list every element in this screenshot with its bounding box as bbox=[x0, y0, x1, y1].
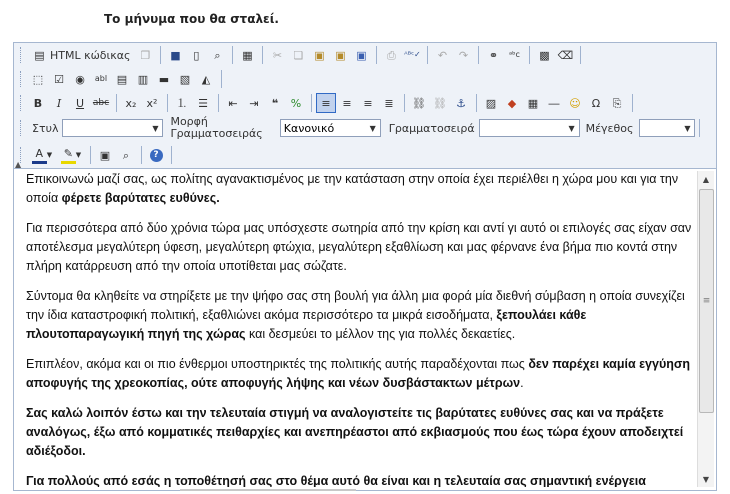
form-button[interactable] bbox=[28, 69, 48, 89]
preview-button[interactable] bbox=[207, 45, 227, 65]
checkbox-icon: ☑ bbox=[54, 72, 64, 86]
bulleted-list-button[interactable] bbox=[193, 93, 213, 113]
smiley-button[interactable] bbox=[565, 93, 585, 113]
scissors-icon: ✂ bbox=[272, 48, 283, 62]
page-break-icon: ⎘ bbox=[612, 96, 622, 110]
image-button-icon: ▧ bbox=[179, 72, 191, 86]
toolbar-separator bbox=[476, 46, 479, 64]
templates-button[interactable] bbox=[237, 45, 257, 65]
copy-icon: ❏ bbox=[293, 48, 304, 62]
html-source-button[interactable] bbox=[28, 45, 134, 65]
format-label-line-2: Γραμματοσειράς bbox=[170, 127, 263, 140]
strikethrough-icon: abc bbox=[92, 97, 110, 108]
binoculars-icon: ⚭ bbox=[488, 48, 499, 62]
quote-icon: ❝ bbox=[271, 96, 279, 110]
select-field-button[interactable] bbox=[133, 69, 153, 89]
radio-icon: ◉ bbox=[75, 72, 85, 86]
toolbar-separator bbox=[216, 94, 219, 112]
toolbar-separator bbox=[578, 46, 581, 64]
superscript-icon: x² bbox=[146, 96, 158, 110]
toolbar-row-3 bbox=[20, 92, 637, 114]
text-color-button[interactable] bbox=[28, 145, 56, 165]
toolbar-separator bbox=[309, 94, 312, 112]
paragraph-1 bbox=[26, 170, 699, 208]
collapse-toolbar-icon[interactable]: ▲ bbox=[15, 160, 22, 169]
paste-word-icon: ▣ bbox=[356, 48, 367, 62]
print-button[interactable] bbox=[381, 45, 401, 65]
maximize-icon: ▣ bbox=[99, 148, 111, 162]
toolbar-separator bbox=[88, 146, 91, 164]
paragraph-4-bold: δεν παρέχει καμία εγγύηση αποφυγής της χρεοκοπίας, ούτε αποφυγής λήψης και νέων δυσβάστακτων μέτρων bbox=[26, 357, 691, 390]
subscript-button[interactable] bbox=[121, 93, 141, 113]
toolbar-grip bbox=[20, 71, 24, 87]
chevron-down-icon: ▼ bbox=[684, 123, 691, 133]
omega-icon: Ω bbox=[591, 96, 601, 110]
copy-button[interactable] bbox=[288, 45, 308, 65]
print-icon: ⎙ bbox=[387, 48, 396, 62]
scroll-thumb[interactable]: ≡ bbox=[699, 189, 714, 413]
toolbar-row-1 bbox=[20, 44, 585, 66]
unlink-button[interactable] bbox=[430, 93, 450, 113]
numbered-list-button[interactable] bbox=[172, 93, 192, 113]
image-button-button[interactable] bbox=[175, 69, 195, 89]
preview-icon: ⌕ bbox=[214, 48, 221, 62]
toolbar-row-4 bbox=[20, 117, 704, 139]
form-button-button[interactable] bbox=[154, 69, 174, 89]
link-button[interactable] bbox=[409, 93, 429, 113]
editor-content[interactable] bbox=[16, 170, 699, 487]
select-field-icon: ▥ bbox=[137, 72, 149, 86]
paragraph-5 bbox=[26, 404, 699, 461]
hidden-field-icon: ◭ bbox=[201, 72, 211, 86]
toolbar-grip bbox=[20, 95, 24, 111]
align-justify-button[interactable] bbox=[379, 93, 399, 113]
anchor-button[interactable] bbox=[451, 93, 471, 113]
page-heading: Το μήνυμα που θα σταλεί. bbox=[104, 12, 279, 26]
textarea-button[interactable] bbox=[112, 69, 132, 89]
horizontal-divider bbox=[180, 489, 356, 491]
show-blocks-icon: ⌕ bbox=[122, 148, 130, 162]
font-label: Γραμματοσειρά bbox=[388, 121, 475, 135]
toolbar-separator bbox=[425, 46, 428, 64]
chevron-down-icon: ▼ bbox=[369, 123, 376, 133]
bulleted-list-icon: ☰ bbox=[198, 96, 208, 110]
textarea-icon: ▤ bbox=[116, 72, 128, 86]
hidden-field-button[interactable] bbox=[196, 69, 216, 89]
size-select[interactable] bbox=[639, 119, 695, 137]
scroll-up-icon[interactable]: ▲ bbox=[702, 174, 710, 184]
show-blocks-button[interactable] bbox=[116, 145, 136, 165]
templates-icon: ▦ bbox=[242, 48, 253, 62]
paste-word-button[interactable] bbox=[351, 45, 371, 65]
horizontal-rule-button[interactable] bbox=[544, 93, 564, 113]
redo-button[interactable] bbox=[453, 45, 473, 65]
paragraph-3-text-end: και δεσμεύει το μέλλον της για πολλές δεκαετίες. bbox=[245, 327, 516, 341]
anchor-icon: ⚓ bbox=[456, 96, 466, 110]
save-icon: ■ bbox=[170, 48, 181, 62]
toolbar-grip bbox=[20, 47, 24, 63]
toolbar-separator bbox=[169, 146, 172, 164]
style-label: Στυλ bbox=[32, 121, 59, 135]
help-icon: ? bbox=[150, 149, 163, 162]
paragraph-4-text-end: . bbox=[520, 376, 524, 390]
paragraph-3-bold: ξεπουλάει κάθε πλουτοπαραγωγική πηγή της χώρας bbox=[26, 308, 587, 341]
toolbar-separator bbox=[158, 46, 161, 64]
paragraph-1-bold: φέρετε βαρύτατες ευθύνες. bbox=[61, 191, 220, 205]
bold-icon: B bbox=[33, 96, 43, 110]
horizontal-rule-icon: ― bbox=[548, 96, 560, 110]
undo-button[interactable] bbox=[432, 45, 452, 65]
unlink-icon: ⛓ bbox=[433, 96, 447, 110]
chevron-down-icon: ▼ bbox=[46, 151, 53, 159]
paste-text-button[interactable] bbox=[330, 45, 350, 65]
paragraph-2: Για περισσότερα από δύο χρόνια τώρα μας υπόσχεστε σωτηρία από την κρίση και αντί γι αυτό οι επιλογές σας είχαν σαν αποτέλεσμα μεγαλύτερη ύφεση, μεγαλύτερη φτώχια, μεγαλύτερη εξαθλίωση και μας φέρνανε ένα βήμα πιο κοντά στην πλήρη κατάρρευση από την οποία υποτίθεται μας σώζατε. bbox=[26, 221, 692, 273]
bold-button[interactable] bbox=[28, 93, 48, 113]
paragraph-3 bbox=[26, 287, 699, 344]
outdent-button[interactable] bbox=[223, 93, 243, 113]
button-icon: ▬ bbox=[158, 72, 170, 86]
align-right-icon: ≡ bbox=[363, 96, 373, 110]
vertical-scrollbar[interactable] bbox=[697, 171, 714, 487]
remove-format-button[interactable] bbox=[555, 45, 575, 65]
style-select[interactable] bbox=[62, 119, 163, 137]
blockquote-button[interactable] bbox=[265, 93, 285, 113]
cut-button[interactable] bbox=[267, 45, 287, 65]
toolbar-separator bbox=[527, 46, 530, 64]
toolbar-separator bbox=[474, 94, 477, 112]
toolbar-row-5 bbox=[20, 144, 176, 166]
paragraph-3-text: Σύντομα θα κληθείτε να στηρίξετε με την ψήφο σας στη βουλή για άλλη μια φορά μία διεθνή σύμβαση η οποία συνεχίζει την ίδια καταστροφική πολιτική, εξαθλιώνει ακόμα περισσότερο τα μικρά εισοδήματα, bbox=[26, 289, 685, 322]
subscript-icon: x₂ bbox=[125, 96, 137, 110]
eraser-icon: ⌫ bbox=[557, 48, 574, 62]
editor-toolbar bbox=[14, 43, 716, 169]
paragraph-6-bold: Για πολλούς από εσάς η τοποθέτησή σας στο θέμα αυτό θα είναι και η τελευταία σας σημαντική ενέργεια bbox=[26, 474, 646, 487]
document-icon: ▯ bbox=[193, 48, 200, 62]
image-button[interactable] bbox=[481, 93, 501, 113]
redo-icon: ↷ bbox=[458, 48, 469, 62]
select-all-button[interactable] bbox=[534, 45, 554, 65]
font-select[interactable] bbox=[479, 119, 580, 137]
text-field-icon: abl bbox=[94, 74, 108, 83]
form-icon: ⬚ bbox=[32, 72, 44, 86]
superscript-button[interactable] bbox=[142, 93, 162, 113]
chevron-down-icon: ▼ bbox=[568, 123, 575, 133]
align-left-button[interactable] bbox=[316, 93, 336, 113]
underline-icon: U bbox=[75, 96, 85, 110]
paste-text-icon: ▣ bbox=[335, 48, 346, 62]
toolbar-separator bbox=[402, 94, 405, 112]
table-button[interactable] bbox=[523, 93, 543, 113]
toolbar-separator bbox=[697, 119, 700, 137]
toolbar-separator bbox=[630, 94, 633, 112]
chevron-down-icon: ▼ bbox=[75, 151, 82, 159]
smiley-icon: ☺ bbox=[569, 96, 581, 110]
size-label: Μέγεθος bbox=[585, 121, 634, 135]
html-source-label: HTML κώδικας bbox=[50, 48, 131, 62]
radio-button[interactable] bbox=[70, 69, 90, 89]
new-document-button[interactable] bbox=[186, 45, 206, 65]
undo-icon: ↶ bbox=[437, 48, 448, 62]
rich-text-editor bbox=[13, 42, 717, 491]
special-char-button[interactable] bbox=[586, 93, 606, 113]
find-button[interactable] bbox=[483, 45, 503, 65]
checkbox-button[interactable] bbox=[49, 69, 69, 89]
paste-button[interactable] bbox=[309, 45, 329, 65]
page-break-button[interactable] bbox=[607, 93, 627, 113]
format-select[interactable] bbox=[280, 119, 381, 137]
paragraph-4 bbox=[26, 355, 699, 393]
flash-icon: ◆ bbox=[507, 96, 517, 110]
italic-button[interactable] bbox=[49, 93, 69, 113]
create-div-button[interactable] bbox=[286, 93, 306, 113]
maximize-button[interactable] bbox=[95, 145, 115, 165]
paragraph-6 bbox=[26, 472, 699, 487]
align-center-icon: ≡ bbox=[342, 96, 352, 110]
chevron-down-icon: ▼ bbox=[152, 123, 159, 133]
toolbar-separator bbox=[374, 46, 377, 64]
spellcheck-button[interactable] bbox=[402, 45, 422, 65]
new-page-button[interactable] bbox=[135, 45, 155, 65]
italic-icon: I bbox=[56, 96, 62, 110]
select-all-icon: ▩ bbox=[539, 48, 550, 62]
toolbar-separator bbox=[230, 46, 233, 64]
numbered-list-icon: ⒈ bbox=[176, 96, 188, 110]
paragraph-1-text: Επικοινωνώ μαζί σας, ως πολίτης αγανακτισμένος με την κατάσταση στην οποία έχει περιέλθει η χώρα μου και για την οποία bbox=[26, 172, 679, 205]
format-label-line-1: Μορφή bbox=[170, 115, 208, 128]
toolbar-separator bbox=[165, 94, 168, 112]
scroll-down-icon[interactable]: ▼ bbox=[702, 474, 710, 484]
save-button[interactable] bbox=[165, 45, 185, 65]
indent-button[interactable] bbox=[244, 93, 264, 113]
align-right-button[interactable] bbox=[358, 93, 378, 113]
link-icon: ⛓ bbox=[412, 96, 426, 110]
text-field-button[interactable] bbox=[91, 69, 111, 89]
paragraph-5-bold: Σας καλώ λοιπόν έστω και την τελευταία στιγμή να αναλογιστείτε τις βαρύτατες ευθύνες σας και να πράξετε αναλόγως, έξω από κομματικές πειθαρχίες και ανεπηρέαστοι από εκβιασμούς που έως τώρα έχουν αποδειχτεί αδιέξοδοι. bbox=[26, 406, 684, 458]
new-page-icon: ❐ bbox=[140, 48, 151, 62]
source-code-icon: ▤ bbox=[34, 48, 45, 62]
about-button[interactable] bbox=[146, 145, 166, 165]
toolbar-grip bbox=[20, 120, 24, 136]
paragraph-4-text: Επιπλέον, ακόμα και οι πιο ένθερμοι υποστηρικτές της πολιτικής αυτής παραδέχονται πως bbox=[26, 357, 529, 371]
outdent-icon: ⇤ bbox=[228, 96, 238, 110]
align-left-icon: ≡ bbox=[321, 96, 331, 110]
toolbar-separator bbox=[260, 46, 263, 64]
toolbar-separator bbox=[114, 94, 117, 112]
replace-icon: ᵃᵇc bbox=[508, 50, 520, 59]
table-icon: ▦ bbox=[527, 96, 539, 110]
align-justify-icon: ≣ bbox=[384, 96, 394, 110]
underline-button[interactable] bbox=[70, 93, 90, 113]
spellcheck-icon: ᴬᴮᶜ✓ bbox=[404, 50, 421, 59]
align-center-button[interactable] bbox=[337, 93, 357, 113]
paste-icon: ▣ bbox=[314, 48, 325, 62]
highlight-icon: ✎ bbox=[61, 146, 76, 164]
toolbar-separator bbox=[139, 146, 142, 164]
toolbar-separator bbox=[219, 70, 222, 88]
image-icon: ▨ bbox=[485, 96, 497, 110]
format-value: Κανονικό bbox=[283, 121, 335, 135]
strikethrough-button[interactable] bbox=[91, 93, 111, 113]
indent-icon: ⇥ bbox=[249, 96, 259, 110]
text-color-icon: A bbox=[32, 146, 47, 164]
format-label bbox=[166, 116, 266, 140]
flash-button[interactable] bbox=[502, 93, 522, 113]
toolbar-row-2 bbox=[20, 68, 226, 90]
background-color-button[interactable] bbox=[57, 145, 85, 165]
create-div-icon: % bbox=[290, 96, 302, 110]
replace-button[interactable] bbox=[504, 45, 524, 65]
